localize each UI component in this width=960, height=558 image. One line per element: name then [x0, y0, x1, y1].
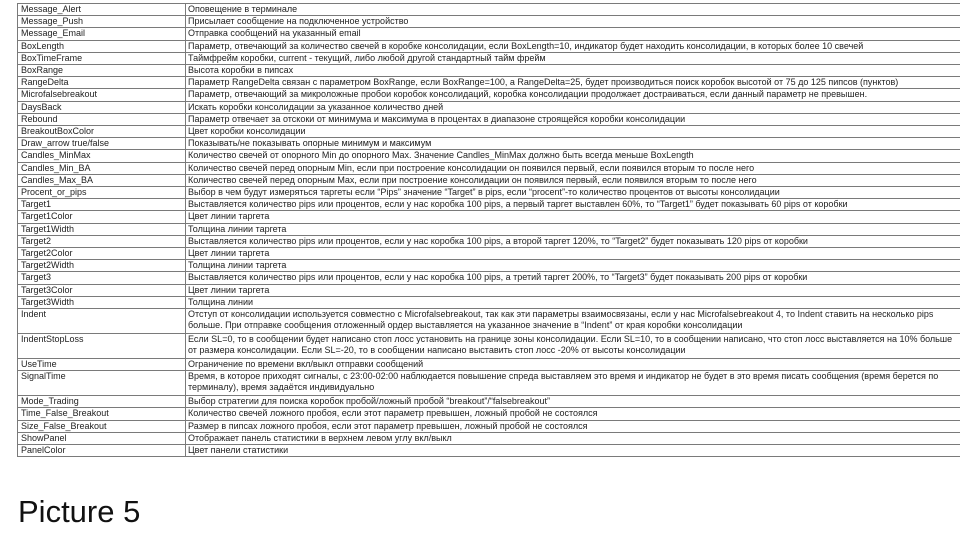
table-row [18, 396, 960, 408]
param-name: Candles_Max_BA [18, 174, 186, 186]
param-name: PanelColor [18, 445, 186, 457]
table-row [18, 162, 960, 174]
table-row [18, 150, 960, 162]
param-name: Target1Width [18, 223, 186, 235]
table-row [18, 359, 960, 371]
param-description: Выставляется количество pips или процентов, если у нас коробка 100 pips, а первый таргет выставлен 60%, то “Target1” будет показывать 60 pips от коробки [186, 199, 960, 211]
param-name: ShowPanel [18, 432, 186, 444]
param-name: RangeDelta [18, 77, 186, 89]
table-row [18, 248, 960, 260]
table-row [18, 432, 960, 444]
param-name: Candles_MinMax [18, 150, 186, 162]
figure-caption: Picture 5 [18, 494, 141, 529]
param-description: Если SL=0, то в сообщении будет написано стоп лосс установить на границе зоны консолидации. Если SL=10, то в сообщении написано, что стоп лосс выставляется на 10% больше от размера консолидации. Если SL=-20, то в сообщении написано выставить стоп лосс -20% от высоты консолидации [186, 334, 960, 359]
parameter-table-container [17, 3, 960, 457]
param-description: Количество свечей перед опорным Max, если при построение консолидации он появился первый, если появился вторым то после него [186, 174, 960, 186]
table-row [18, 334, 960, 359]
param-description: Количество свечей от опорного Min до опорного Max. Значение Candles_MinMax должно быть всегда меньше BoxLength [186, 150, 960, 162]
param-name: Microfalsebreakout [18, 89, 186, 101]
param-name: Target1 [18, 199, 186, 211]
param-name: Target3 [18, 272, 186, 284]
param-name: BoxLength [18, 40, 186, 52]
table-row [18, 28, 960, 40]
table-row [18, 174, 960, 186]
parameter-table [17, 3, 960, 457]
param-name: Target3Width [18, 296, 186, 308]
table-row [18, 138, 960, 150]
table-row [18, 52, 960, 64]
param-description: Искать коробки консолидации за указанное количество дней [186, 101, 960, 113]
param-description: Толщина линии таргета [186, 223, 960, 235]
param-description: Отступ от консолидации используется совместно с Microfalsebreakout, так как эти параметры взаимосвязаны, если у нас Microfalsebreakout 4, то Indent ставить на несколько pips больше. При отправке сообщения отложенный ордер выставляется на указанное значение в “Indent” от края коробки консолидации [186, 309, 960, 334]
table-row [18, 101, 960, 113]
param-name: DaysBack [18, 101, 186, 113]
param-description: Выбор в чем будут измеряться таргеты если “Pips” значение “Target” в pips, если “procent”-то количество процентов от высоты консолидации [186, 187, 960, 199]
param-description: Цвет линии таргета [186, 284, 960, 296]
param-description: Цвет коробки консолидации [186, 126, 960, 138]
table-row [18, 309, 960, 334]
param-description: Цвет линии таргета [186, 211, 960, 223]
table-row [18, 199, 960, 211]
param-name: UseTime [18, 359, 186, 371]
param-name: Message_Push [18, 16, 186, 28]
table-row [18, 296, 960, 308]
table-row [18, 420, 960, 432]
table-row [18, 272, 960, 284]
param-description: Параметр RangeDelta связан с параметром BoxRange, если BoxRange=100, а RangeDelta=25, будет производиться поиск коробок высотой от 75 до 125 пипсов (пунктов) [186, 77, 960, 89]
param-name: Indent [18, 309, 186, 334]
param-name: Message_Alert [18, 4, 186, 16]
table-row [18, 211, 960, 223]
param-name: Mode_Trading [18, 396, 186, 408]
param-description: Выбор стратегии для поиска коробок пробой/ложный пробой “breakout”/“falsebreakout” [186, 396, 960, 408]
param-description: Толщина линии таргета [186, 260, 960, 272]
table-row [18, 40, 960, 52]
param-description: Отображает панель статистики в верхнем левом углу вкл/выкл [186, 432, 960, 444]
param-description: Ограничение по времени вкл/выкл отправки сообщений [186, 359, 960, 371]
table-row [18, 77, 960, 89]
param-name: Procent_or_pips [18, 187, 186, 199]
table-row [18, 408, 960, 420]
param-name: Target3Color [18, 284, 186, 296]
param-name: Target1Color [18, 211, 186, 223]
table-row [18, 235, 960, 247]
param-description: Таймфрейм коробки, current - текущий, либо любой другой стандартный тайм фрейм [186, 52, 960, 64]
param-description: Время, в которое приходят сигналы, с 23:00-02:00 наблюдается повышение спреда выставляем это время и индикатор не будет в это время писать сообщения (время берется по терминалу), время задаётся индивидуально [186, 371, 960, 396]
param-description: Присылает сообщение на подключенное устройство [186, 16, 960, 28]
param-name: Size_False_Breakout [18, 420, 186, 432]
param-description: Параметр, отвечающий за микроложные пробои коробок консолидаций, коробка консолидации продолжает достраиваться, если данный параметр не превышен. [186, 89, 960, 101]
param-name: Rebound [18, 113, 186, 125]
table-row [18, 126, 960, 138]
param-description: Количество свечей ложного пробоя, если этот параметр превышен, ложный пробой не состоялся [186, 408, 960, 420]
table-row [18, 89, 960, 101]
table-row [18, 4, 960, 16]
table-row [18, 113, 960, 125]
param-name: Time_False_Breakout [18, 408, 186, 420]
table-row [18, 284, 960, 296]
param-description: Количество свечей перед опорным Min, если при построение консолидации он появился первый, если появился вторым то после него [186, 162, 960, 174]
param-name: Target2Color [18, 248, 186, 260]
param-name: Message_Email [18, 28, 186, 40]
table-row [18, 65, 960, 77]
param-description: Толщина линии [186, 296, 960, 308]
param-description: Оповещение в терминале [186, 4, 960, 16]
param-name: SignalTime [18, 371, 186, 396]
param-name: Target2Width [18, 260, 186, 272]
param-name: Draw_arrow true/false [18, 138, 186, 150]
param-description: Цвет линии таргета [186, 248, 960, 260]
param-description: Параметр, отвечающий за количество свечей в коробке консолидации, если BoxLength=10, индикатор будет находить консолидации, в которых более 10 свечей [186, 40, 960, 52]
param-description: Выставляется количество pips или процентов, если у нас коробка 100 pips, а третий таргет 200%, то “Target3” будет показывать 200 pips от коробки [186, 272, 960, 284]
param-name: IndentStopLoss [18, 334, 186, 359]
table-row [18, 371, 960, 396]
param-name: BoxRange [18, 65, 186, 77]
param-description: Показывать/не показывать опорные минимум и максимум [186, 138, 960, 150]
parameter-table-body [18, 4, 960, 457]
param-description: Высота коробки в пипсах [186, 65, 960, 77]
param-description: Параметр отвечает за отскоки от минимума и максимума в процентах в диапазоне строящейся коробки консолидации [186, 113, 960, 125]
param-description: Отправка сообщений на указанный email [186, 28, 960, 40]
param-name: Target2 [18, 235, 186, 247]
param-name: BreakoutBoxColor [18, 126, 186, 138]
table-row [18, 187, 960, 199]
param-name: Candles_Min_BA [18, 162, 186, 174]
table-row [18, 445, 960, 457]
param-description: Выставляется количество pips или процентов, если у нас коробка 100 pips, а второй таргет 120%, то “Target2” будет показывать 120 pips от коробки [186, 235, 960, 247]
param-name: BoxTimeFrame [18, 52, 186, 64]
table-row [18, 260, 960, 272]
table-row [18, 16, 960, 28]
table-row [18, 223, 960, 235]
param-description: Цвет панели статистики [186, 445, 960, 457]
param-description: Размер в пипсах ложного пробоя, если этот параметр превышен, ложный пробой не состоялся [186, 420, 960, 432]
